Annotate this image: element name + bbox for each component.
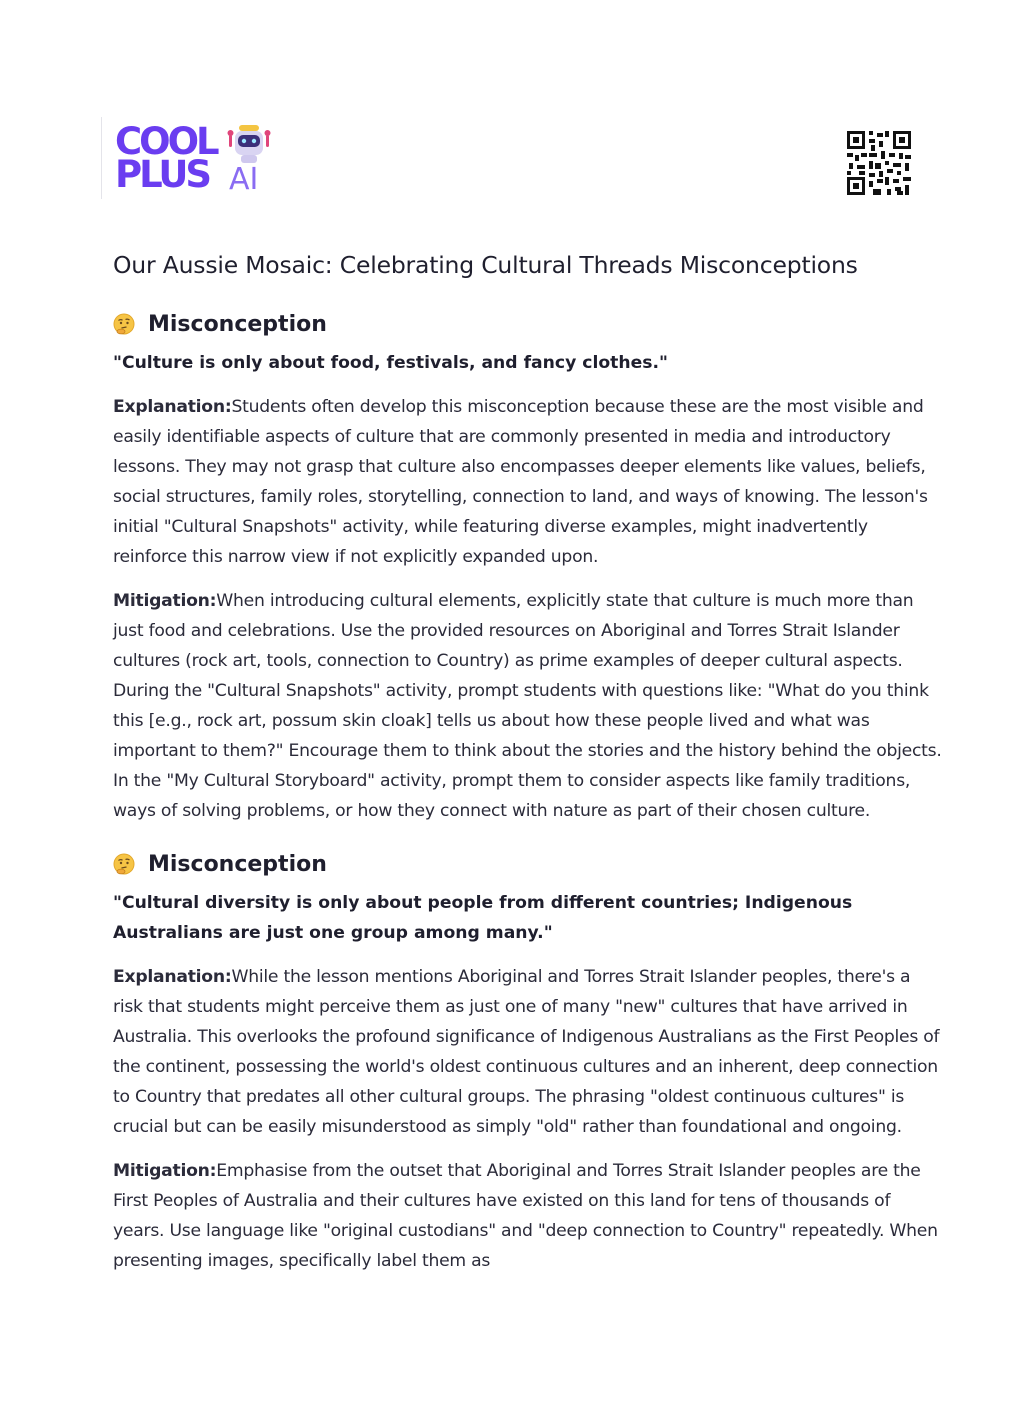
page-title: Our Aussie Mosaic: Celebrating Cultural Threads Misconceptions	[113, 251, 858, 279]
logo-wordmark	[115, 120, 217, 196]
header-divider	[101, 117, 102, 199]
mitigation-text: When introducing cultural elements, explicitly state that culture is much more than just food and celebrations. Use the provided resources on Aboriginal and Torres Strait Islander cultures (rock art, tools, connection to Country) as prime examples of deeper cultural aspects. During the "Cultural Snapshots" activity, prompt students with questions like: "What do you think this [e.g., rock art, possum skin cloak] tells us about how these people lived and what was important to them?" Encourage them to think about the stories and the history behind the objects. In the "My Cultural Storyboard" activity, prompt them to consider aspects like family traditions, ways of solving problems, or how they connect with nature as part of their chosen culture.	[113, 591, 942, 821]
mitigation-label: Mitigation:	[113, 1161, 217, 1181]
robot-icon	[227, 125, 271, 165]
misconception-section	[113, 306, 943, 826]
section-heading: Misconception	[148, 311, 327, 337]
explanation-paragraph	[113, 392, 943, 572]
misconception-quote: "Cultural diversity is only about people from different countries; Indigenous Australians are just one group among many."	[113, 893, 853, 943]
mitigation-text: Emphasise from the outset that Aboriginal and Torres Strait Islander peoples are the First Peoples of Australia and their cultures have existed on this land for tens of thousands of years. Use language like "original custodians" and "deep connection to Country" repeatedly. When presenting images, specifically label them as	[113, 1161, 938, 1271]
misconception-section	[113, 846, 943, 1276]
thinking-face-icon	[113, 853, 135, 875]
section-header	[113, 306, 943, 342]
mitigation-paragraph	[113, 586, 943, 826]
explanation-label: Explanation:	[113, 967, 232, 987]
logo-line-1: COOL	[115, 120, 217, 163]
explanation-label: Explanation:	[113, 397, 232, 417]
section-header	[113, 846, 943, 882]
logo-line-2: PLUS	[115, 153, 210, 196]
coolplus-ai-logo	[115, 120, 275, 197]
explanation-paragraph	[113, 962, 943, 1142]
logo-ai-text: AI	[229, 162, 259, 197]
page-header	[101, 117, 913, 199]
section-heading: Misconception	[148, 851, 327, 877]
mitigation-paragraph	[113, 1156, 943, 1276]
explanation-text: Students often develop this misconception because these are the most visible and easily identifiable aspects of culture that are commonly presented in media and introductory lessons. They may not grasp that culture also encompasses deeper elements like values, beliefs, social structures, family roles, storytelling, connection to land, and ways of knowing. The lesson's initial "Cultural Snapshots" activity, while featuring diverse examples, might inadvertently reinforce this narrow view if not explicitly expanded upon.	[113, 397, 928, 567]
thinking-face-icon	[113, 313, 135, 335]
explanation-text: While the lesson mentions Aboriginal and Torres Strait Islander peoples, there's a risk that students might perceive them as just one of many "new" cultures that have arrived in Australia. This overlooks the profound significance of Indigenous Australians as the First Peoples of the continent, possessing the world's oldest continuous cultures and an inherent, deep connection to Country that predates all other cultural groups. The phrasing "oldest continuous cultures" is crucial but can be easily misunderstood as simply "old" rather than foundational and ongoing.	[113, 967, 940, 1137]
misconception-quote: "Culture is only about food, festivals, and fancy clothes."	[113, 353, 668, 373]
document-body	[113, 248, 943, 1296]
mitigation-label: Mitigation:	[113, 591, 217, 611]
qr-code-icon[interactable]	[847, 131, 911, 195]
